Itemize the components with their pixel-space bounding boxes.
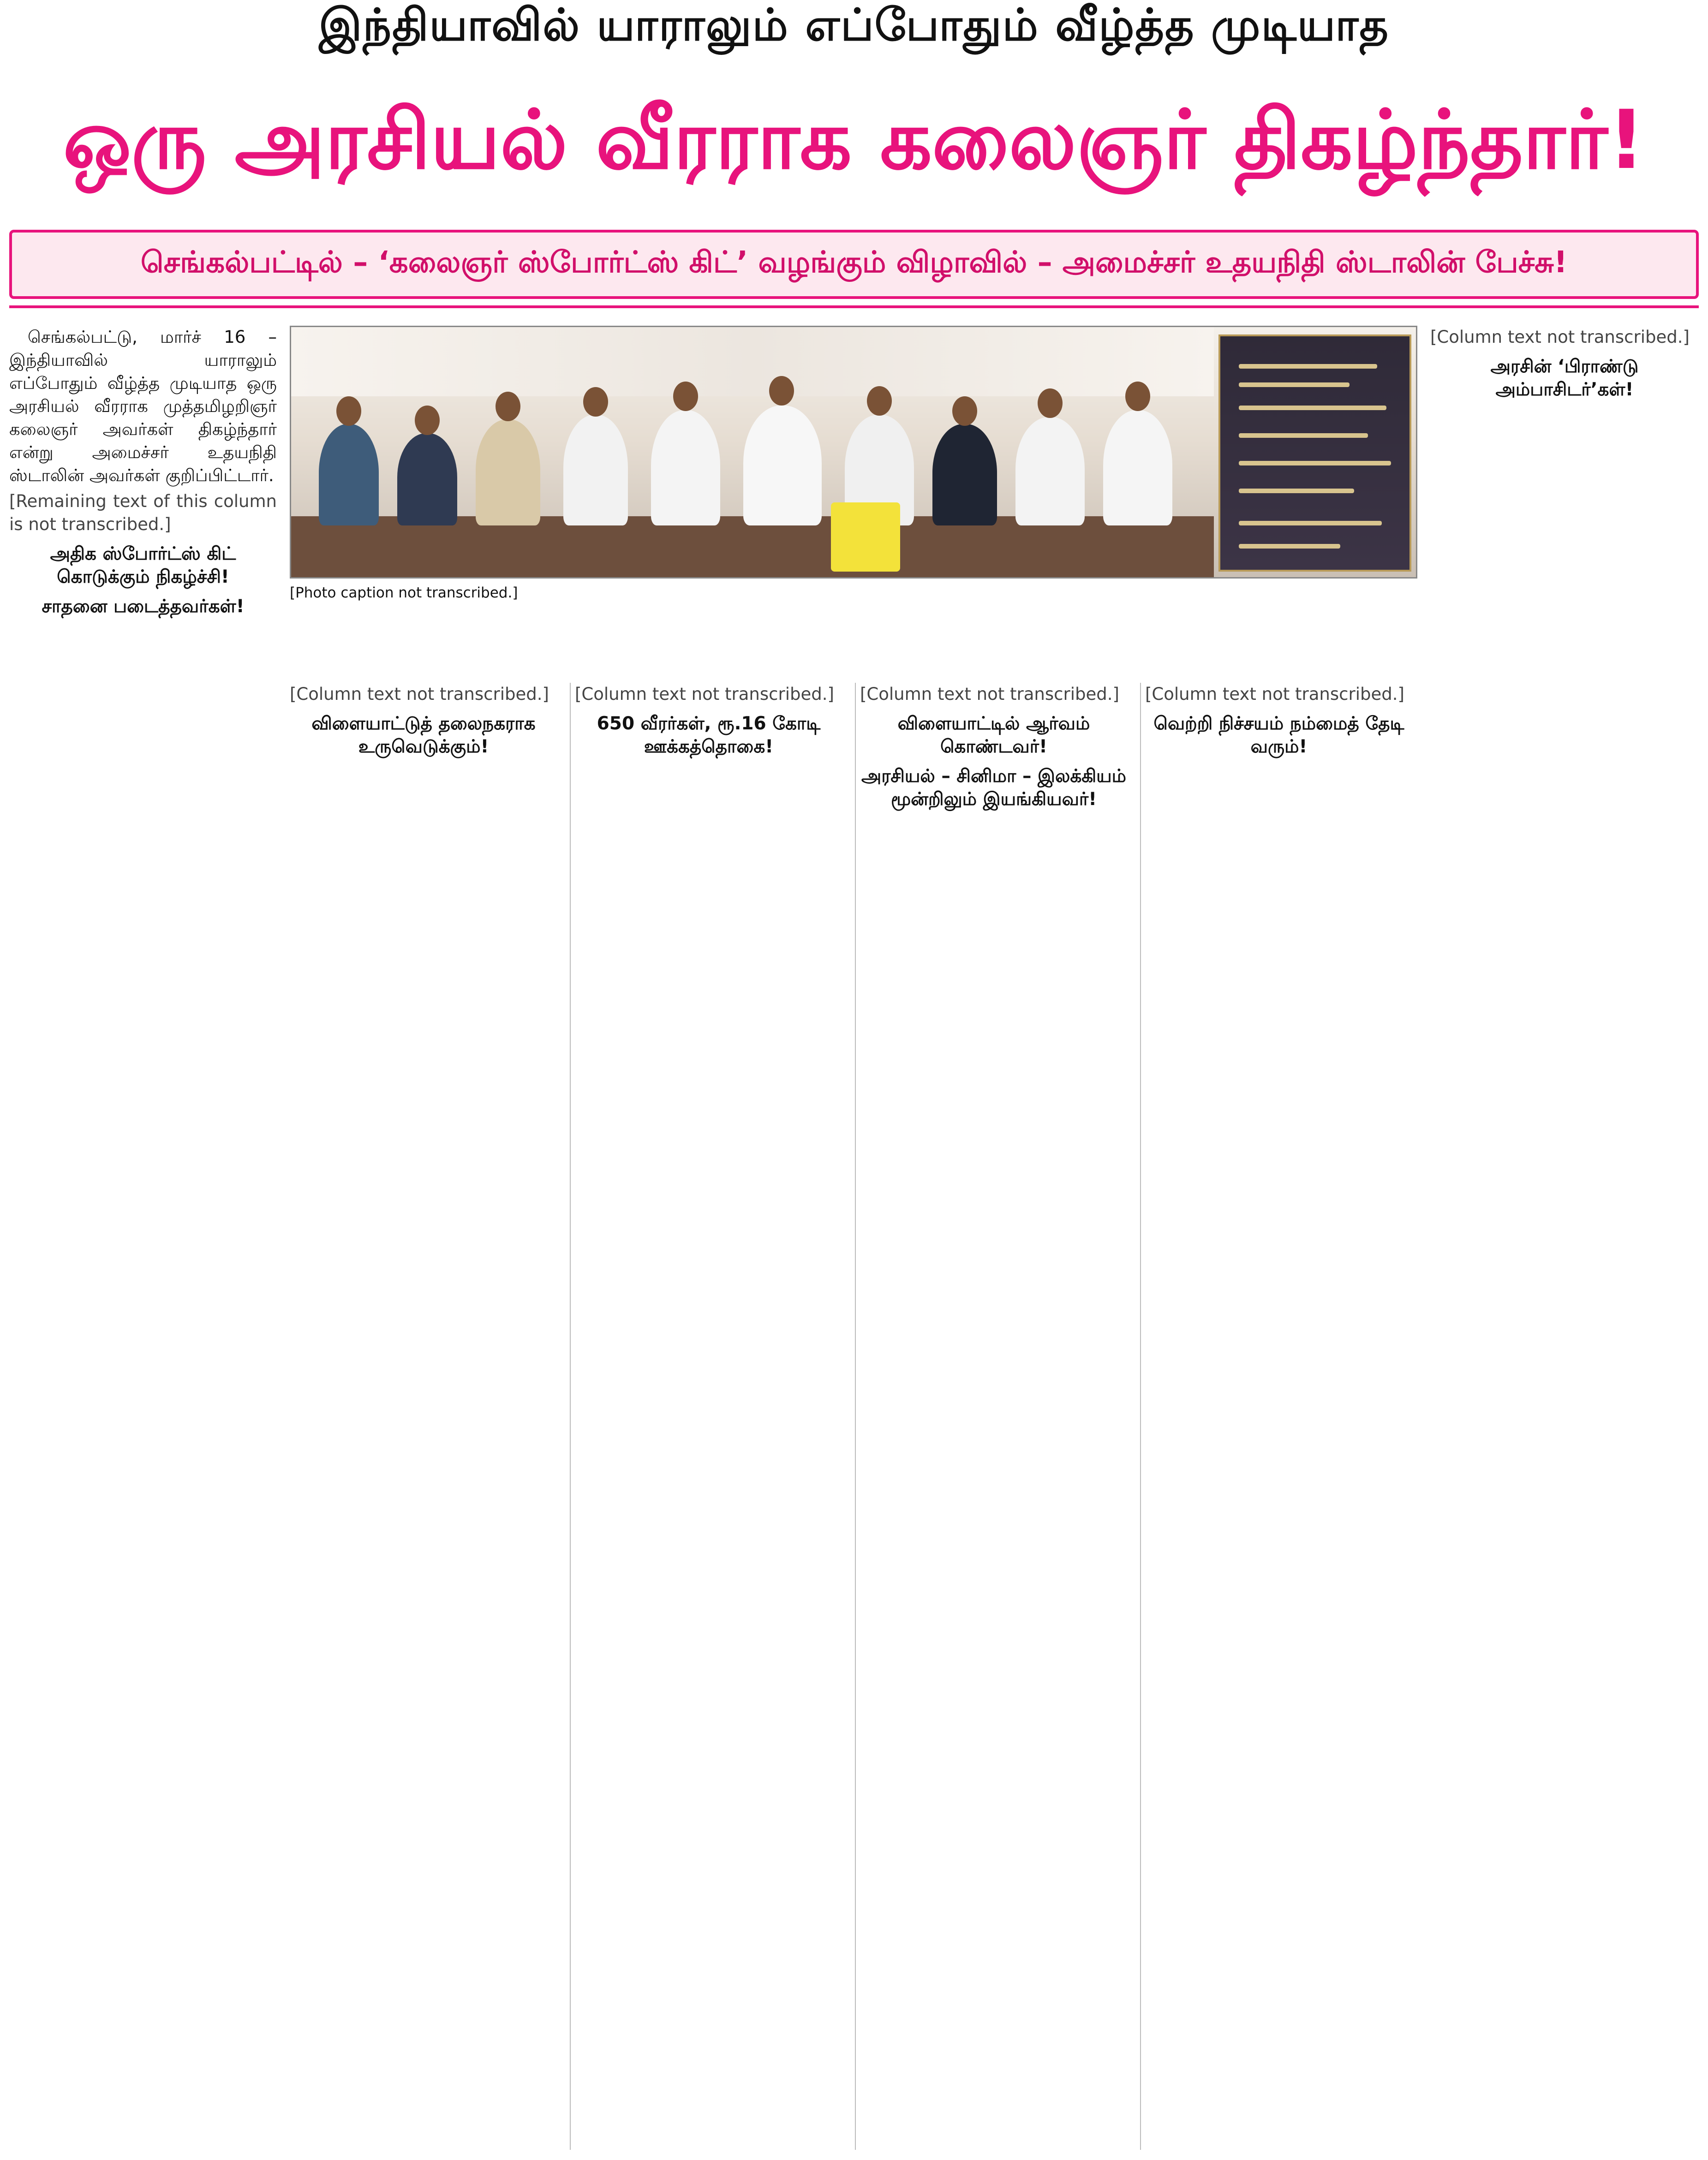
article-column-4 — [860, 683, 1128, 2150]
person-figure — [476, 419, 540, 525]
person-figure — [743, 406, 822, 525]
article-column-1 — [9, 326, 277, 2148]
subhead: சாதனை படைத்தவர்கள்! — [42, 596, 245, 617]
person-head — [952, 396, 977, 426]
person-figure — [651, 410, 720, 525]
omitted-text-note: [Column text not transcribed.] — [290, 684, 549, 704]
person-figure — [319, 424, 379, 525]
subhead: அரசியல் – சினிமா – இலக்கியம் மூன்றிலும் இயங்கியவர்! — [861, 766, 1127, 810]
lead-paragraph: செங்கல்பட்டு, மார்ச் 16 – இந்தியாவில் யாராலும் எப்போதும் வீழ்த்த முடியாத ஒரு அரசியல் வீரராக முத்தமிழறிஞர் கலைஞர் அவர்கள் திகழ்ந்தார் என்று அமைச்சர் உதயநிதி ஸ்டாலின் அவர்கள் குறிப்பிட்டார். — [9, 327, 277, 485]
person-figure — [932, 424, 997, 525]
subhead: விளையாட்டில் ஆர்வம் கொண்டவர்! — [897, 713, 1090, 757]
person-head — [1125, 382, 1150, 411]
person-head — [1038, 388, 1063, 418]
person-head — [583, 387, 608, 417]
subheadline-banner: செங்கல்பட்டில் – ‘கலைஞர் ஸ்போர்ட்ஸ் கிட்’ வழங்கும் விழாவில் – அமைச்சர் உதயநிதி ஸ்டாலின் பேச்சு! — [9, 230, 1699, 299]
omitted-text-note: [Column text not transcribed.] — [860, 684, 1119, 704]
article-column-5 — [1145, 683, 1413, 2150]
photo-caption: [Photo caption not transcribed.] — [290, 585, 518, 601]
column-separator — [570, 683, 571, 2150]
subhead: விளையாட்டுத் தலைநகராக உருவெடுக்கும்! — [311, 713, 536, 757]
article-column-6 — [1430, 326, 1699, 2148]
person-figure — [563, 415, 628, 525]
kicker-line: இந்தியாவில் யாராலும் எப்போதும் வீழ்த்த முடியாத — [319, 0, 1389, 51]
omitted-text-note: [Column text not transcribed.] — [1145, 684, 1404, 704]
person-figure — [397, 433, 457, 525]
column-separator — [855, 683, 856, 2150]
person-head — [496, 392, 520, 421]
event-signboard — [1218, 334, 1411, 572]
person-figure — [1103, 410, 1172, 525]
person-head — [415, 406, 440, 435]
subhead: 650 வீரர்கள், ரூ.16 கோடி ஊக்கத்தொகை! — [597, 713, 821, 757]
article-column-2 — [290, 683, 557, 2150]
stage-backdrop — [291, 327, 1214, 396]
omitted-text-note: [Column text not transcribed.] — [1430, 327, 1690, 347]
person-head — [867, 386, 892, 416]
omitted-text-note: [Column text not transcribed.] — [575, 684, 834, 704]
subhead: வெற்றி நிச்சயம் நம்மைத் தேடி வரும்! — [1153, 713, 1404, 757]
headline: ஒரு அரசியல் வீரராக கலைஞர் திகழ்ந்தார்! — [63, 92, 1645, 187]
article-column-3 — [575, 683, 842, 2150]
person-head — [336, 396, 361, 426]
yellow-jersey — [831, 502, 900, 572]
event-photo — [290, 326, 1417, 579]
divider-rule — [9, 305, 1699, 308]
column-separator — [1140, 683, 1141, 2150]
person-head — [673, 382, 698, 411]
stage-floor — [291, 516, 1214, 579]
person-figure — [1015, 417, 1085, 525]
omitted-text-note: [Remaining text of this column is not transcribed.] — [9, 491, 277, 534]
subhead: அதிக ஸ்போர்ட்ஸ் கிட் கொடுக்கும் நிகழ்ச்சி! — [50, 543, 236, 587]
person-head — [769, 376, 794, 406]
subhead: அரசின் ‘பிராண்டு அம்பாசிடர்’கள்! — [1490, 356, 1639, 400]
